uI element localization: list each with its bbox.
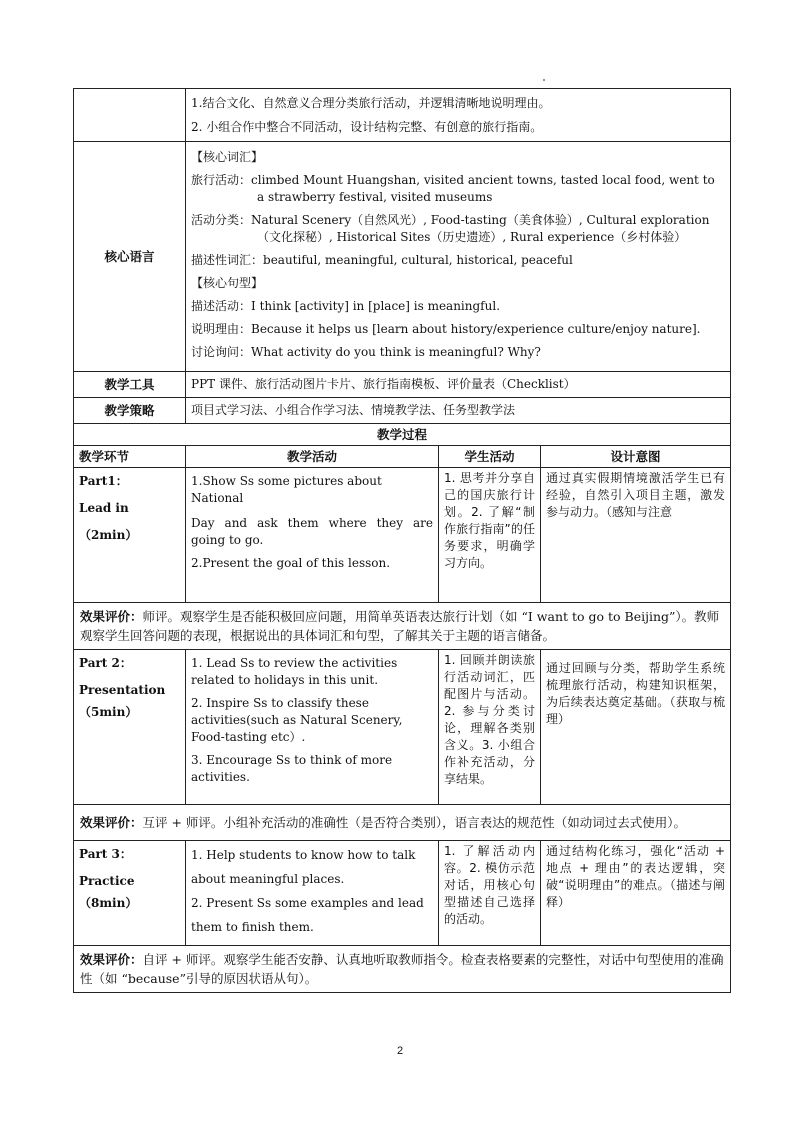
part1-design-intent: 通过真实假期情境激活学生已有经验，自然引入项目主题，激发参与动力。（感知与注意 xyxy=(541,468,731,603)
tools-label: 教学工具 xyxy=(74,372,186,398)
reason-prefix: 说明理由： xyxy=(191,322,252,336)
travel-activities-line xyxy=(191,172,725,206)
part2-teacher-line-3: 3. Encourage Ss to think of more activities. xyxy=(191,753,393,784)
part3-teacher-line-1: 1. Help students to know how to talk about meaningful places. xyxy=(191,848,416,886)
part3-design-intent: 通过结构化练习，强化“活动 + 地点 + 理由”的表达逻辑，突破“说明理由”的难点。（描述与阐释） xyxy=(541,841,731,946)
part1-stage-name: Lead in xyxy=(79,501,129,515)
reason-text: Because it helps us [learn about history/experience culture/enjoy nature]. xyxy=(251,322,701,336)
part3-stage xyxy=(74,841,186,946)
part3-eval-row xyxy=(74,946,731,993)
describe-line xyxy=(191,298,725,315)
reason-line xyxy=(191,321,725,338)
part1-teacher-line-1 xyxy=(191,473,433,507)
describe-text: I think [activity] in [place] is meaningful. xyxy=(251,299,501,313)
part3-student-activity: 1. 了解活动内容。2. 模仿示范对话，用核心句型描述自己选择的活动。 xyxy=(439,841,541,946)
part2-eval-row xyxy=(74,805,731,841)
sentence-header: 【核心句型】 xyxy=(191,276,264,290)
part2-design-intent: 通过回顾与分类，帮助学生系统梳理旅行活动，构建知识框架，为后续表达奠定基础。（获取与梳理） xyxy=(541,650,731,805)
part1-stage-time: （2min） xyxy=(79,528,138,542)
ask-text: What activity do you think is meaningful? Why? xyxy=(251,345,541,359)
describe-prefix: 描述活动： xyxy=(191,299,252,313)
activity-categories-text: Natural Scenery（自然风光）, Food-tasting（美食体验）, Cultural exploration（文化探秘）, Historical Sites（历史遗迹）, Rural experience（乡村体验） xyxy=(251,213,710,244)
part2-teacher-activity xyxy=(186,650,439,805)
part1-teacher-line-2: Day and ask them where they are going to go. xyxy=(191,516,433,547)
descriptive-words-text: beautiful, meaningful, cultural, historical, peaceful xyxy=(263,253,573,267)
descriptive-words-line xyxy=(191,252,725,269)
goal-item-2: 2. 小组合作中整合不同活动，设计结构完整、有创意的旅行指南。 xyxy=(191,120,543,134)
process-header-row xyxy=(74,446,731,468)
part3-stage-time: （8min） xyxy=(79,896,138,910)
strategy-text: 项目式学习法、小组合作学习法、情境教学法、任务型教学法 xyxy=(186,398,731,424)
goal-item-1: 1.结合文化、自然意义合理分类旅行活动，并逻辑清晰地说明理由。 xyxy=(191,96,551,110)
goals-cell xyxy=(186,89,731,142)
lesson-plan-table xyxy=(73,88,731,993)
part2-row xyxy=(74,650,731,805)
part3-row xyxy=(74,841,731,946)
part2-eval-label: 效果评价： xyxy=(80,815,143,830)
part2-eval-text: 互评 + 师评。小组补充活动的准确性（是否符合类别），语言表达的规范性（如动词过去式使用）。 xyxy=(142,815,686,830)
lesson-plan-page xyxy=(73,88,730,993)
header-stage: 教学环节 xyxy=(74,446,186,468)
part3-teacher-activity xyxy=(186,841,439,946)
core-language-row xyxy=(74,142,731,372)
core-language-label: 核心语言 xyxy=(74,142,186,372)
vocab-header: 【核心词汇】 xyxy=(191,150,264,164)
ask-prefix: 讨论询问： xyxy=(191,345,252,359)
process-title: 教学过程 xyxy=(74,424,731,446)
part2-teacher-line-1: 1. Lead Ss to review the activities related to holidays in this unit. xyxy=(191,656,398,687)
scan-dot xyxy=(543,79,545,81)
part1-eval-label: 效果评价： xyxy=(80,609,143,624)
strategy-label: 教学策略 xyxy=(74,398,186,424)
part2-teacher-line-2: 2. Inspire Ss to classify these activities(such as Natural Scenery, Food-tasting etc）. xyxy=(191,696,403,744)
tools-row xyxy=(74,372,731,398)
part2-stage-name: Presentation xyxy=(79,683,166,697)
header-teacher-activity: 教学活动 xyxy=(186,446,439,468)
part3-teacher-line-2: 2. Present Ss some examples and lead them to finish them. xyxy=(191,896,424,934)
header-student-activity: 学生活动 xyxy=(439,446,541,468)
descriptive-words-prefix: 描述性词汇： xyxy=(191,253,264,267)
part1-eval-row xyxy=(74,603,731,650)
part1-stage-title: Part1： xyxy=(79,474,128,488)
goals-row xyxy=(74,89,731,142)
part1-teacher-activity xyxy=(186,468,439,603)
part2-stage xyxy=(74,650,186,805)
goals-label-cell xyxy=(74,89,186,142)
core-language-cell xyxy=(186,142,731,372)
travel-activities-prefix: 旅行活动： xyxy=(191,173,252,187)
process-title-row xyxy=(74,424,731,446)
part1-eval-text: 师评。观察学生是否能积极回应问题，用简单英语表达旅行计划（如 “I want to go to Beijing”）。教师观察学生回答问题的表现，根据说出的具体词汇和句型，了解其关于主题的语言储备。 xyxy=(80,609,720,643)
part2-stage-time: （5min） xyxy=(79,705,138,719)
tools-text: PPT 课件、旅行活动图片卡片、旅行指南模板、评价量表（Checklist） xyxy=(186,372,731,398)
header-design-intent: 设计意图 xyxy=(541,446,731,468)
part1-stage xyxy=(74,468,186,603)
part2-stage-title: Part 2： xyxy=(79,656,132,670)
part2-student-activity: 1. 回顾并朗读旅行活动词汇，匹配图片与活动。2. 参与分类讨论，理解各类别含义。3. 小组合作补充活动，分享结果。 xyxy=(439,650,541,805)
part3-eval-text: 自评 + 师评。观察学生能否安静、认真地听取教师指令。检查表格要素的完整性，对话中句型使用的准确性（如 “because”引导的原因状语从句）。 xyxy=(80,952,724,986)
part3-stage-title: Part 3： xyxy=(79,847,132,861)
part1-student-activity: 1. 思考并分享自己的国庆旅行计划。2. 了解“制作旅行指南”的任务要求，明确学习方向。 xyxy=(439,468,541,603)
part2-eval xyxy=(74,805,731,841)
part1-row xyxy=(74,468,731,603)
page-number: 2 xyxy=(396,1045,404,1057)
strategy-row xyxy=(74,398,731,424)
part1-teacher-line-3: 2.Present the goal of this lesson. xyxy=(191,556,391,570)
part3-eval-label: 效果评价： xyxy=(80,952,143,967)
part3-eval xyxy=(74,946,731,993)
part1-teacher-line-1-text: 1.Show Ss some pictures about National xyxy=(191,474,382,505)
activity-categories-line xyxy=(191,212,725,246)
travel-activities-text: climbed Mount Huangshan, visited ancient towns, tasted local food, went to a strawberry festival, visited museums xyxy=(251,173,715,204)
part3-stage-name: Practice xyxy=(79,874,135,888)
ask-line xyxy=(191,344,725,361)
part1-eval xyxy=(74,603,731,650)
activity-categories-prefix: 活动分类： xyxy=(191,213,252,227)
